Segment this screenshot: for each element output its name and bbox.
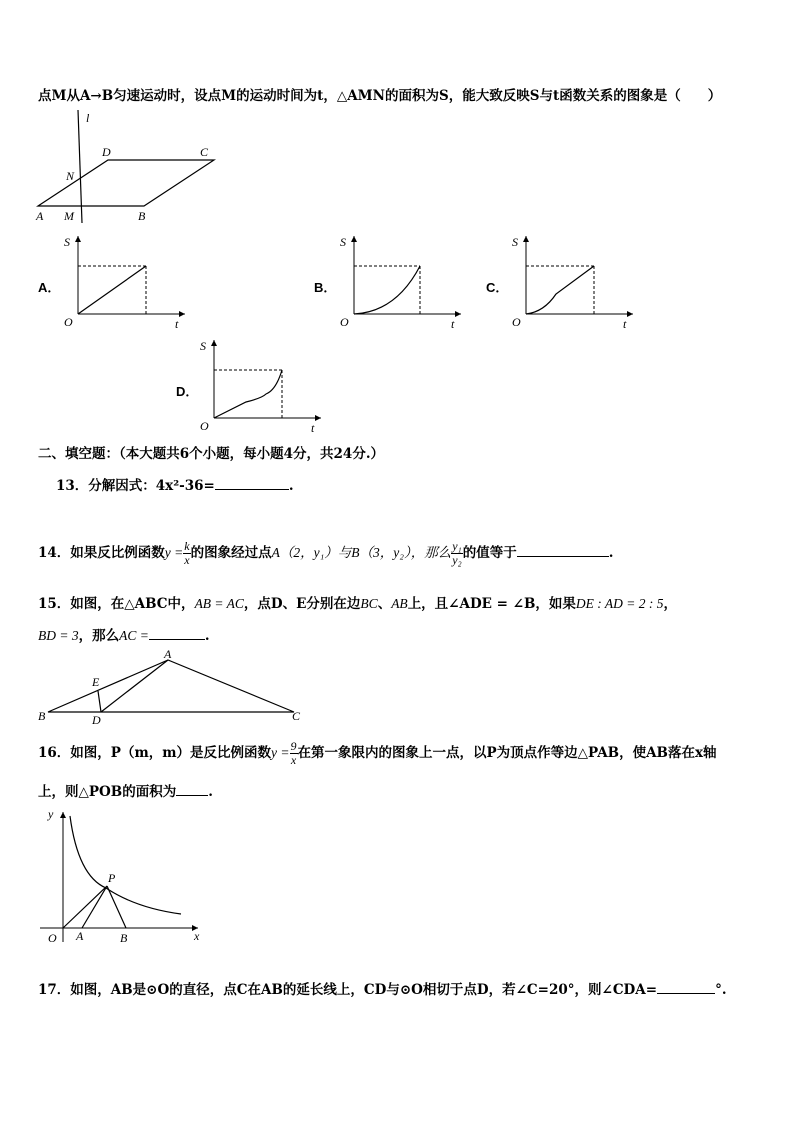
svg-text:A: A [164, 647, 172, 661]
q12-label-N: N [66, 169, 75, 183]
answer-blank-17[interactable] [657, 979, 715, 994]
q12-label-l: l [86, 111, 90, 125]
question-17: 17．如图，AB是⊙O的直径，点C在AB的延长线上，CD与⊙O相切于点D，若∠C=20°，则∠CDA= °. [38, 978, 727, 998]
q12-text: 点M从A→B匀速运动时，设点M的运动时间为t，△AMN的面积为S，能大致反映S与t函数关系的图象是（ ） [38, 88, 722, 104]
option-c-label: C． [486, 280, 509, 295]
q12-label-D: D [102, 145, 111, 159]
answer-blank-16[interactable] [176, 781, 208, 796]
option-a-curve [78, 266, 146, 314]
q12-parallelogram-figure [30, 108, 230, 228]
question-15-line1: 15．如图，在△ABC中，AB = AC，点D、E分别在边BC、AB上，且∠ADE = ∠B，如果DE : AD = 2 : 5， [38, 596, 678, 612]
option-b-graph [336, 232, 466, 332]
option-b-label: B． [314, 280, 337, 295]
question-16-line1: 16．如图，P（m，m）是反比例函数y = $\frac{9}{x}$ 在第一象限内的图象上一点，以P为顶点作等边△PAB，使AB落在x轴 [38, 739, 717, 767]
svg-text:x: x [194, 929, 200, 943]
q12-label-M: M [64, 209, 74, 223]
svg-text:D: D [92, 713, 101, 727]
option-c-curve [526, 266, 594, 314]
svg-text:C: C [292, 709, 301, 723]
q12-label-A: A [36, 209, 44, 223]
question-16-line2: 上，则△POB的面积为 . [38, 780, 213, 800]
option-d-graph [196, 336, 326, 436]
option-a-graph [60, 232, 190, 332]
question-14: 14．如果反比例函数y = $\frac{k}{x}$ 的图象经过点A（2，y₁）与B（3，y₂），那么 $\frac{\text{y₁}}{\text{y₂}}$ 的值等于 . [38, 539, 614, 567]
svg-text:O: O [64, 315, 73, 329]
svg-text:O: O [512, 315, 521, 329]
svg-text:t: t [311, 421, 315, 435]
svg-text:S: S [64, 235, 70, 249]
q12-label-C: C [200, 145, 209, 159]
svg-text:P: P [108, 871, 116, 885]
option-d-label: D． [176, 384, 199, 399]
svg-text:O: O [340, 315, 349, 329]
svg-text:t: t [623, 317, 627, 331]
q16-graph-figure [36, 806, 211, 946]
q15-triangle-figure [36, 646, 316, 728]
option-a-label: A． [38, 280, 61, 295]
svg-text:y: y [48, 807, 54, 821]
option-b-curve [354, 266, 420, 314]
svg-text:S: S [340, 235, 346, 249]
svg-text:B: B [120, 931, 128, 945]
section-heading: 二、填空题：（本大题共6个小题，每小题4分，共24分.） [38, 446, 385, 462]
svg-text:A: A [76, 929, 84, 943]
svg-text:t: t [175, 317, 179, 331]
option-d-curve [214, 370, 282, 418]
svg-text:E: E [92, 675, 100, 689]
svg-text:B: B [38, 709, 46, 723]
option-c-graph [508, 232, 638, 332]
svg-text:O: O [48, 931, 57, 945]
question-15-line2: BD = 3，那么AC = . [38, 624, 210, 644]
svg-text:S: S [200, 339, 206, 353]
answer-blank-15[interactable] [149, 625, 205, 640]
q12-label-B: B [138, 209, 146, 223]
svg-text:O: O [200, 419, 209, 433]
answer-blank-13[interactable] [215, 475, 289, 490]
svg-text:S: S [512, 235, 518, 249]
q16-hyperbola [70, 816, 181, 914]
svg-text:t: t [451, 317, 455, 331]
question-13: 13．分解因式：4x²-36= . [56, 474, 294, 494]
answer-blank-14[interactable] [517, 542, 609, 557]
